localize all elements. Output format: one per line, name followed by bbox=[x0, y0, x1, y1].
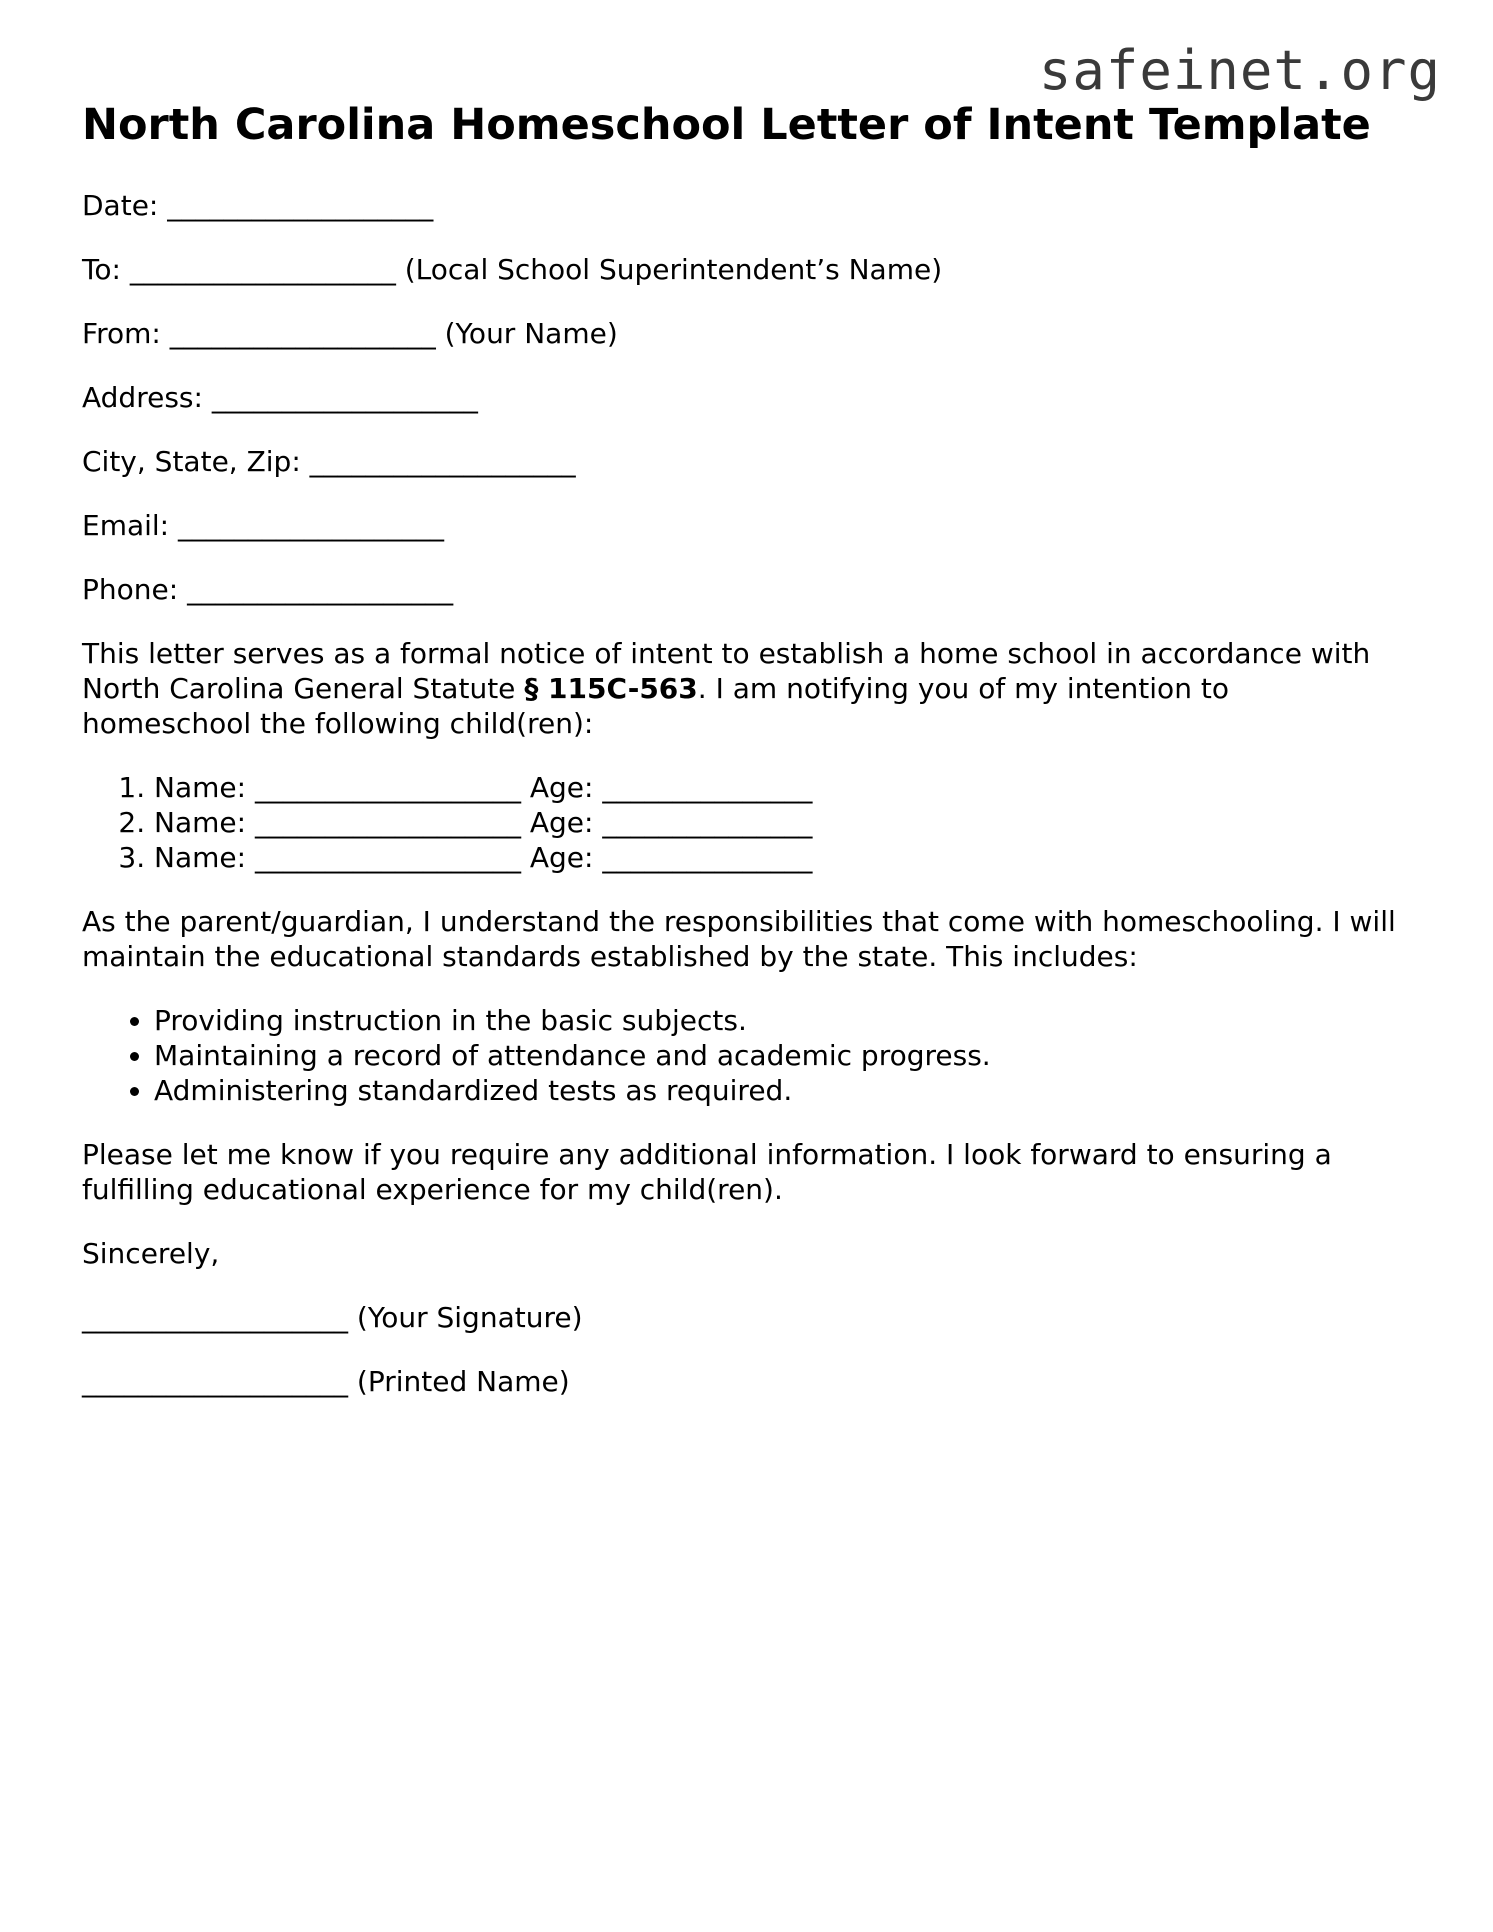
field-label: City, State, Zip: bbox=[82, 444, 301, 478]
field-label: To: bbox=[82, 252, 121, 286]
blank-line[interactable]: ___________________ bbox=[187, 572, 454, 606]
field-label: Email: bbox=[82, 508, 170, 542]
blank-line[interactable]: ___________________ bbox=[129, 252, 396, 286]
closing-paragraph: Please let me know if you require any additional information. I look forward to ensuring a fulfilling educational experience for my child(ren). bbox=[82, 1137, 1332, 1206]
list-item bbox=[154, 840, 1422, 875]
signature-line bbox=[82, 1300, 1422, 1335]
blank-line[interactable]: ___________________ bbox=[178, 508, 445, 542]
child-name-label: Name: bbox=[154, 770, 247, 804]
sign-off: Sincerely, bbox=[82, 1236, 220, 1270]
blank-line[interactable]: _______________ bbox=[602, 770, 813, 804]
intro-text-before: This letter serves as a formal notice of intent to establish a home school in accordance with North Carolina General Statute bbox=[82, 636, 1371, 705]
child-age-label: Age: bbox=[529, 770, 594, 804]
page-title: North Carolina Homeschool Letter of Intent Template bbox=[82, 100, 1371, 150]
blank-line[interactable]: ___________________ bbox=[309, 444, 576, 478]
child-age-label: Age: bbox=[529, 840, 594, 874]
blank-line[interactable]: ___________________ bbox=[82, 1364, 348, 1398]
header-fields bbox=[82, 188, 1422, 607]
intro-text-after: . I am notifying you of my intention to homeschool the following child(ren): bbox=[82, 671, 1229, 740]
blank-line[interactable]: _______________ bbox=[602, 840, 813, 874]
statute-reference: § 115C-563 bbox=[524, 671, 698, 705]
from-field bbox=[82, 316, 1422, 351]
child-name-label: Name: bbox=[154, 805, 247, 839]
address-field bbox=[82, 380, 1422, 415]
email-field bbox=[82, 508, 1422, 543]
field-label: Date: bbox=[82, 188, 159, 222]
child-name-label: Name: bbox=[154, 840, 247, 874]
list-item: • Providing instruction in the basic subjects. bbox=[154, 1003, 1422, 1038]
watermark: safeinet.org bbox=[1038, 39, 1441, 102]
date-field bbox=[82, 188, 1422, 223]
blank-line[interactable]: ___________________ bbox=[254, 840, 521, 874]
list-item bbox=[154, 805, 1422, 840]
blank-line[interactable]: ___________________ bbox=[82, 1300, 348, 1334]
blank-line[interactable]: ___________________ bbox=[211, 380, 478, 414]
child-age-label: Age: bbox=[529, 805, 594, 839]
letter-document bbox=[82, 100, 1422, 1428]
list-item: • Maintaining a record of attendance and academic progress. bbox=[154, 1038, 1422, 1073]
list-item: • Administering standardized tests as required. bbox=[154, 1073, 1422, 1108]
field-label: Phone: bbox=[82, 572, 179, 606]
field-note: (Local School Superintendent’s Name) bbox=[404, 252, 943, 286]
city-state-zip-field bbox=[82, 444, 1422, 479]
field-note: (Your Name) bbox=[444, 316, 618, 350]
list-item bbox=[154, 770, 1422, 805]
blank-line[interactable]: ___________________ bbox=[167, 188, 434, 222]
blank-line[interactable]: ___________________ bbox=[254, 770, 521, 804]
field-note: (Your Signature) bbox=[356, 1300, 583, 1334]
blank-line[interactable]: _______________ bbox=[602, 805, 813, 839]
field-label: Address: bbox=[82, 380, 203, 414]
printed-name-line bbox=[82, 1364, 1422, 1399]
duties-list bbox=[82, 1003, 1422, 1108]
blank-line[interactable]: ___________________ bbox=[254, 805, 521, 839]
responsibility-paragraph: As the parent/guardian, I understand the responsibilities that come with homeschooling. I will maintain the educational standards established by the state. This includes: bbox=[82, 904, 1396, 973]
blank-line[interactable]: ___________________ bbox=[169, 316, 436, 350]
to-field bbox=[82, 252, 1422, 287]
intro-paragraph bbox=[82, 636, 1402, 741]
field-note: (Printed Name) bbox=[356, 1364, 570, 1398]
children-list bbox=[82, 770, 1422, 875]
field-label: From: bbox=[82, 316, 161, 350]
phone-field bbox=[82, 572, 1422, 607]
